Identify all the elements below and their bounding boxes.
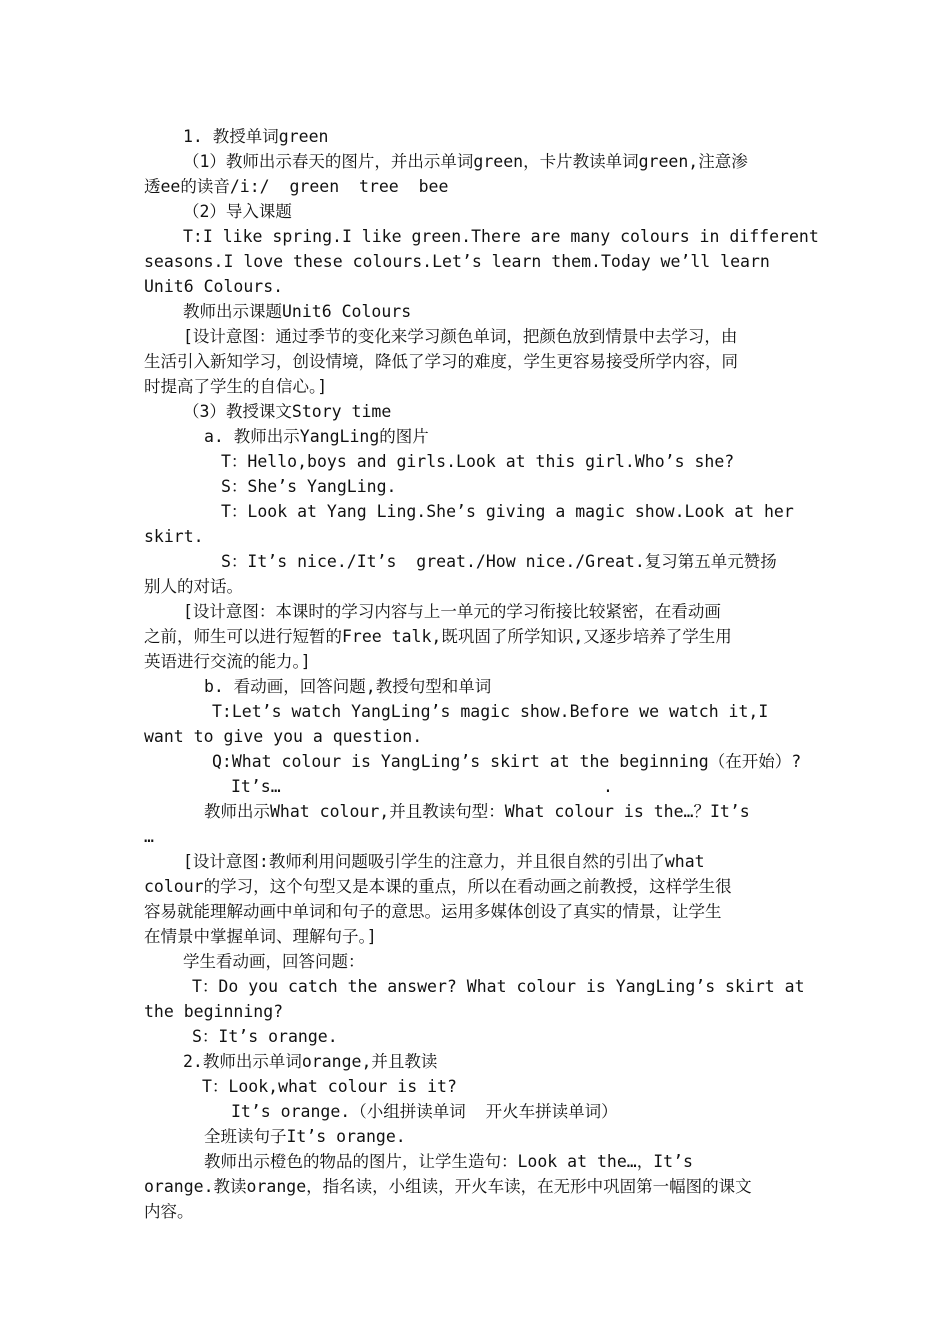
text-line: orange.教读orange，指名读，小组读，开火车读，在无形中巩固第一幅图的课文 bbox=[144, 1177, 752, 1196]
heading-teach-word-green: 1. 教授单词green bbox=[183, 127, 329, 146]
dialogue-line: want to give you a question. bbox=[144, 727, 423, 746]
text-line: 教师出示橙色的物品的图片，让学生造句：Look at the…，It’s bbox=[204, 1152, 693, 1171]
dialogue-line: It’s… bbox=[231, 777, 281, 796]
text-line: 学生看动画，回答问题： bbox=[183, 952, 365, 971]
dialogue-line: Q:What colour is YangLing’s skirt at the beginning（在开始）? bbox=[212, 752, 802, 771]
text-line: 内容。 bbox=[144, 1202, 194, 1221]
design-note: 生活引入新知学习，创设情境，降低了学习的难度，学生更容易接受所学内容，同 bbox=[144, 352, 738, 371]
text-line: 全班读句子It’s orange. bbox=[204, 1127, 406, 1146]
dialogue-line: T：Do you catch the answer? What colour is YangLing’s skirt at bbox=[192, 977, 805, 996]
dialogue-line: skirt. bbox=[144, 527, 204, 546]
text-line: （1）教师出示春天的图片，并出示单词green，卡片教读单词green,注意渗 bbox=[183, 152, 748, 171]
dialogue-line: S：It’s orange. bbox=[192, 1027, 338, 1046]
text-line: （3）教授课文Story time bbox=[183, 402, 392, 421]
text-line: 教师出示课题Unit6 Colours bbox=[183, 302, 412, 321]
design-note: [设计意图:教师利用问题吸引学生的注意力，并且很自然的引出了what bbox=[183, 852, 705, 871]
dialogue-line: S：It’s nice./It’s great./How nice./Great.复习第五单元赞扬 bbox=[221, 552, 777, 571]
text-line: （2）导入课题 bbox=[183, 202, 292, 221]
design-note: 时提高了学生的自信心。] bbox=[144, 377, 328, 396]
dialogue-line: T:Let’s watch YangLing’s magic show.Before we watch it,I bbox=[212, 702, 769, 721]
text-line: 透ee的读音/i:/ green tree bee bbox=[144, 177, 449, 196]
dialogue-line: It’s orange.（小组拼读单词 开火车拼读单词） bbox=[231, 1102, 618, 1121]
text-line: seasons.I love these colours.Let’s learn them.Today we’ll learn bbox=[144, 252, 770, 271]
design-note: 之前，师生可以进行短暂的Free talk,既巩固了所学知识,又逐步培养了学生用 bbox=[144, 627, 732, 646]
text-line: 2.教师出示单词orange,并且教读 bbox=[183, 1052, 438, 1071]
dialogue-line: the beginning? bbox=[144, 1002, 284, 1021]
design-note: [设计意图：通过季节的变化来学习颜色单词，把颜色放到情景中去学习，由 bbox=[183, 327, 738, 346]
text-line: 教师出示What colour,并且教读句型：What colour is the…？It’s bbox=[204, 802, 750, 821]
design-note: 容易就能理解动画中单词和句子的意思。运用多媒体创设了真实的情景，让学生 bbox=[144, 902, 722, 921]
text-line: b. 看动画，回答问题,教授句型和单词 bbox=[204, 677, 492, 696]
dialogue-line: T：Look at Yang Ling.She’s giving a magic show.Look at her bbox=[221, 502, 794, 521]
text-line: a. 教师出示YangLing的图片 bbox=[204, 427, 429, 446]
dialogue-line: T：Look,what colour is it? bbox=[202, 1077, 457, 1096]
dialogue-line: . bbox=[603, 777, 613, 796]
text-line: T:I like spring.I like green.There are many colours in different bbox=[183, 227, 819, 246]
text-line: … bbox=[144, 827, 154, 846]
dialogue-line: 别人的对话。 bbox=[144, 577, 243, 596]
text-line: Unit6 Colours. bbox=[144, 277, 284, 296]
design-note: [设计意图：本课时的学习内容与上一单元的学习衔接比较紧密，在看动画 bbox=[183, 602, 721, 621]
dialogue-line: T：Hello,boys and girls.Look at this girl.Who’s she? bbox=[221, 452, 735, 471]
design-note: colour的学习，这个句型又是本课的重点，所以在看动画之前教授，这样学生很 bbox=[144, 877, 732, 896]
design-note: 在情景中掌握单词、理解句子。] bbox=[144, 927, 377, 946]
design-note: 英语进行交流的能力。] bbox=[144, 652, 311, 671]
dialogue-line: S：She’s YangLing. bbox=[221, 477, 397, 496]
